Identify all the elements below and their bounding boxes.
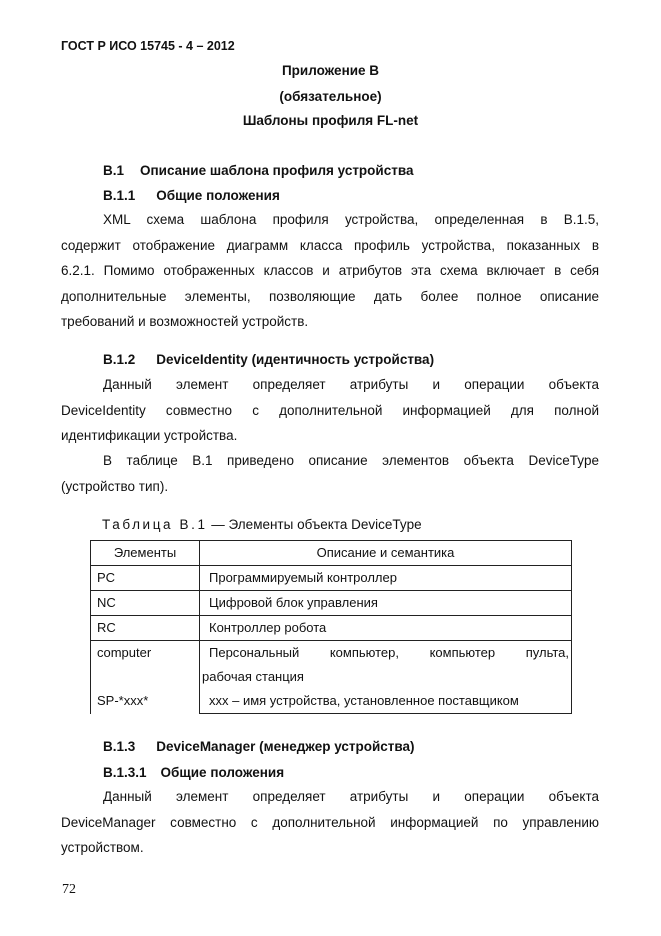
description-word: пульта,	[525, 645, 569, 660]
section-b13-heading	[103, 739, 415, 754]
table-cell-element-text: SP-*xxx*	[97, 693, 149, 708]
section-title: Общие положения	[156, 188, 280, 203]
appendix-status: (обязательное)	[279, 89, 382, 104]
table-header-row	[91, 541, 572, 566]
description-word: Персональный	[209, 645, 300, 660]
description-word: компьютер,	[329, 645, 399, 660]
table-caption-text: — Элементы объекта DeviceType	[207, 517, 422, 532]
table-row	[91, 641, 572, 714]
table-cell-description: Контроллер робота	[200, 616, 572, 641]
section-b11-heading	[103, 188, 280, 203]
section-number: В.1.3.1	[103, 765, 147, 780]
paragraph-line: 6.2.1. Помимо отображенных классов и атрибутов эта схема включает в себя	[61, 263, 599, 278]
paragraph-line: содержит отображение диаграмм класса профиль устройства, показанных в	[61, 237, 599, 253]
table-row	[91, 591, 572, 616]
section-b1-heading	[103, 163, 413, 178]
paragraph-device-manager	[61, 784, 599, 861]
description-line: xxx – имя устройства, установленное поставщиком	[209, 693, 519, 708]
paragraph-line: DeviceManager совместно с дополнительной информацией по управлению	[61, 814, 599, 830]
table-row	[91, 566, 572, 591]
section-b131-heading	[103, 765, 284, 780]
table-cell-element-text: computer	[97, 645, 152, 660]
paragraph-line: требований и возможностей устройств.	[61, 314, 309, 329]
table-caption	[102, 517, 422, 532]
table-cell-element: RC	[91, 616, 200, 641]
paragraph-line: дополнительные элементы, позволяющие дать более полное описание	[61, 288, 599, 304]
paragraph-line: идентификации устройства.	[61, 428, 238, 443]
table-header-cell: Элементы	[91, 541, 200, 566]
section-b12-heading	[103, 352, 434, 367]
section-number: В.1.2	[103, 352, 136, 367]
description-word: компьютер	[429, 645, 496, 660]
paragraph-line: Данный элемент определяет атрибуты и операции объекта	[103, 789, 599, 804]
document-header: ГОСТ Р ИСО 15745 - 4 – 2012	[61, 39, 235, 53]
section-title: Общие положения	[160, 765, 285, 780]
table-cell-element	[91, 641, 200, 714]
paragraph-table-intro	[61, 448, 599, 499]
paragraph-general-provisions	[61, 207, 599, 335]
table-row	[91, 616, 572, 641]
paragraph-line: XML схема шаблона профиля устройства, определенная в В.1.5,	[103, 212, 599, 227]
section-title: DeviceIdentity (идентичность устройства)	[156, 352, 435, 367]
appendix-title: Приложение В	[281, 63, 380, 78]
section-number: В.1	[103, 163, 125, 178]
section-title: DeviceManager (менеджер устройства)	[156, 739, 415, 754]
table-cell-element: NC	[91, 591, 200, 616]
table-caption-label: Таблица В.1	[102, 517, 208, 532]
table-cell-element: PC	[91, 566, 200, 591]
paragraph-line: (устройство тип).	[61, 478, 169, 494]
paragraph-line: Данный элемент определяет атрибуты и операции объекта	[103, 377, 599, 392]
description-line: рабочая станция	[202, 669, 304, 684]
paragraph-device-identity	[61, 372, 599, 449]
section-number: В.1.3	[103, 739, 136, 754]
table-cell-description: Программируемый контроллер	[200, 566, 572, 591]
table-header-cell: Описание и семантика	[200, 541, 572, 566]
section-title: Описание шаблона профиля устройства	[140, 163, 414, 178]
table-cell-description: Цифровой блок управления	[200, 591, 572, 616]
paragraph-line: В таблице В.1 приведено описание элементов объекта DeviceType	[103, 453, 599, 468]
page-number: 72	[62, 882, 76, 897]
device-type-table	[90, 540, 572, 714]
table-cell-description	[200, 641, 572, 714]
description-line	[202, 641, 569, 665]
paragraph-line: устройством.	[61, 840, 144, 855]
section-number: В.1.1	[103, 188, 136, 203]
appendix-name: Шаблоны профиля FL-net	[242, 113, 419, 128]
paragraph-line: DeviceIdentity совместно с дополнительной информацией для полной	[61, 402, 599, 418]
